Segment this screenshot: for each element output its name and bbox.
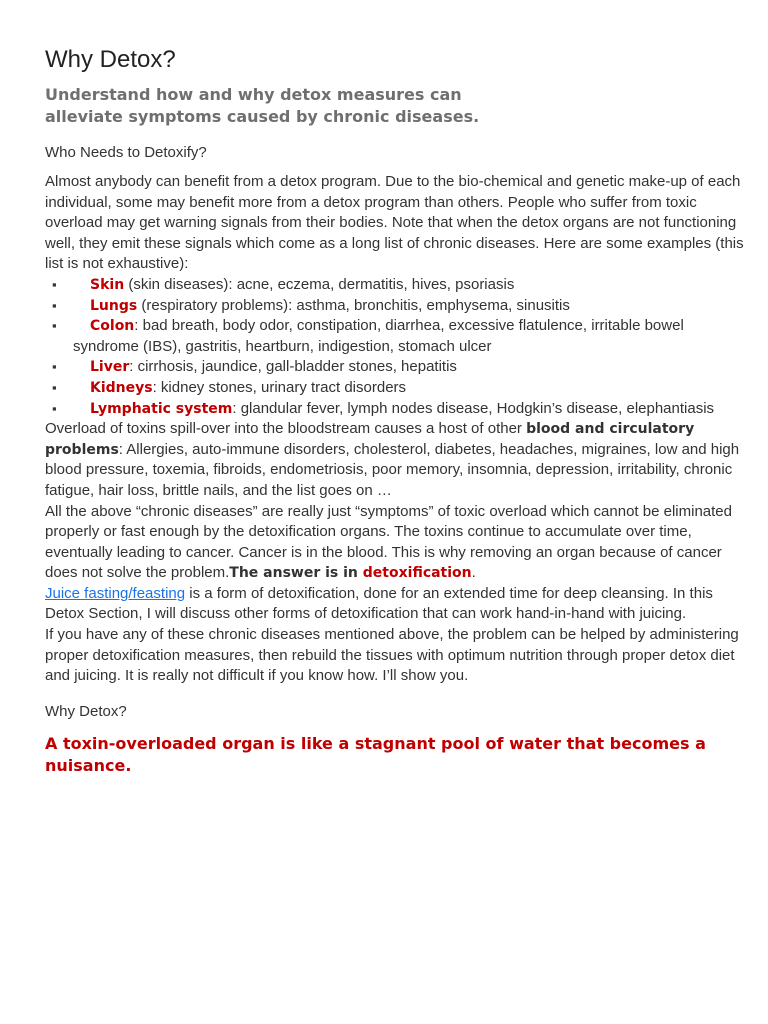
symptoms-text: All the above “chronic diseases” are really just “symptoms” of toxic overload which cannot be eliminated properly or fast enough by the detoxification organs. The toxins continue to accumulate over time, eventually leading to cancer. Cancer is in the blood. This is why removing an organ because of cancer does not solve the problem. xyxy=(45,502,732,582)
bullet-icon: ▪ xyxy=(52,400,57,416)
overload-rest: : Allergies, auto-immune disorders, cholesterol, diabetes, headaches, migraines, low and high blood pressure, toxemia, fibroids, endometriosis, poor memory, insomnia, depression, irritability, chronic fatigue, hair loss, brittle nails, and the list goes on … xyxy=(45,440,740,499)
section-heading-why-detox: Why Detox? xyxy=(45,702,127,720)
organ-description: : kidney stones, urinary tract disorders xyxy=(152,378,407,396)
bullet-icon: ▪ xyxy=(52,359,57,375)
overload-emphasis: blood and circulatory problems xyxy=(45,421,695,458)
list-item-skin xyxy=(45,275,745,296)
tagline: A toxin-overloaded organ is like a stagnant pool of water that becomes a nuisance. xyxy=(45,733,706,775)
closing-paragraph: If you have any of these chronic diseases mentioned above, the problem can be helped by administering proper detoxification measures, then rebuild the tissues with optimum nutrition through proper detox diet and juicing. It is really not difficult if you know how. I’ll show you. xyxy=(45,626,739,685)
juice-text: is a form of detoxification, done for an extended time for deep cleansing. In this Detox Section, I will discuss other forms of detoxification that can work hand-in-hand with juicing. xyxy=(45,584,713,623)
overload-lead: Overload of toxins spill-over into the bloodstream causes a host of other xyxy=(45,420,527,438)
list-item-lungs xyxy=(45,296,745,317)
subtitle-line-1: Understand how and why detox measures can xyxy=(45,85,462,104)
subtitle-line-2: alleviate symptoms caused by chronic diseases. xyxy=(45,107,480,126)
bullet-icon: ▪ xyxy=(52,297,57,313)
page-title: Why Detox? xyxy=(45,46,176,73)
organ-name: Lymphatic system xyxy=(90,400,233,417)
organ-description: : bad breath, body odor, constipation, diarrhea, excessive flatulence, irritable bowel syndrome (IBS), gastritis, heartburn, indigestion, stomach ulcer xyxy=(73,317,684,355)
organ-name: Kidneys xyxy=(90,379,153,396)
answer-keyword: detoxification xyxy=(362,565,472,582)
section-heading: Who Needs to Detoxify? xyxy=(45,144,207,161)
juice-fasting-link[interactable]: Juice fasting/feasting xyxy=(45,584,186,602)
bullet-icon: ▪ xyxy=(52,379,57,395)
disease-list xyxy=(45,275,745,419)
list-item-liver xyxy=(45,357,745,378)
article-body xyxy=(45,172,745,687)
bullet-icon: ▪ xyxy=(52,318,57,334)
list-item-lymphatic xyxy=(45,399,745,420)
organ-name: Liver xyxy=(90,359,130,376)
subtitle xyxy=(45,84,745,128)
intro-paragraph: Almost anybody can benefit from a detox program. Due to the bio-chemical and genetic make-up of each individual, some may benefit more from a detox program than others. People who suffer from toxic overload may get warning signals from their bodies. Note that when the detox organs are not functioning well, they emit these signals which come as a long list of chronic diseases. Here are some examples (this list is not exhaustive): xyxy=(45,173,744,273)
overload-paragraph xyxy=(45,419,745,501)
organ-description: (respiratory problems): asthma, bronchitis, emphysema, sinusitis xyxy=(137,296,570,314)
list-item-colon xyxy=(45,316,745,357)
juice-paragraph xyxy=(45,584,745,625)
organ-description: : glandular fever, lymph nodes disease, Hodgkin’s disease, elephantiasis xyxy=(232,399,715,417)
list-item-kidneys xyxy=(45,378,745,399)
answer-end: . xyxy=(471,564,476,582)
organ-description: : cirrhosis, jaundice, gall-bladder stones, hepatitis xyxy=(129,358,457,376)
organ-name: Skin xyxy=(90,276,125,293)
bullet-icon: ▪ xyxy=(52,276,57,292)
article xyxy=(45,44,745,777)
organ-name: Lungs xyxy=(90,297,138,314)
organ-description: (skin diseases): acne, eczema, dermatitis, hives, psoriasis xyxy=(124,275,515,293)
answer-lead: The answer is in xyxy=(229,565,363,582)
organ-name: Colon xyxy=(90,318,135,335)
symptoms-paragraph xyxy=(45,502,745,584)
